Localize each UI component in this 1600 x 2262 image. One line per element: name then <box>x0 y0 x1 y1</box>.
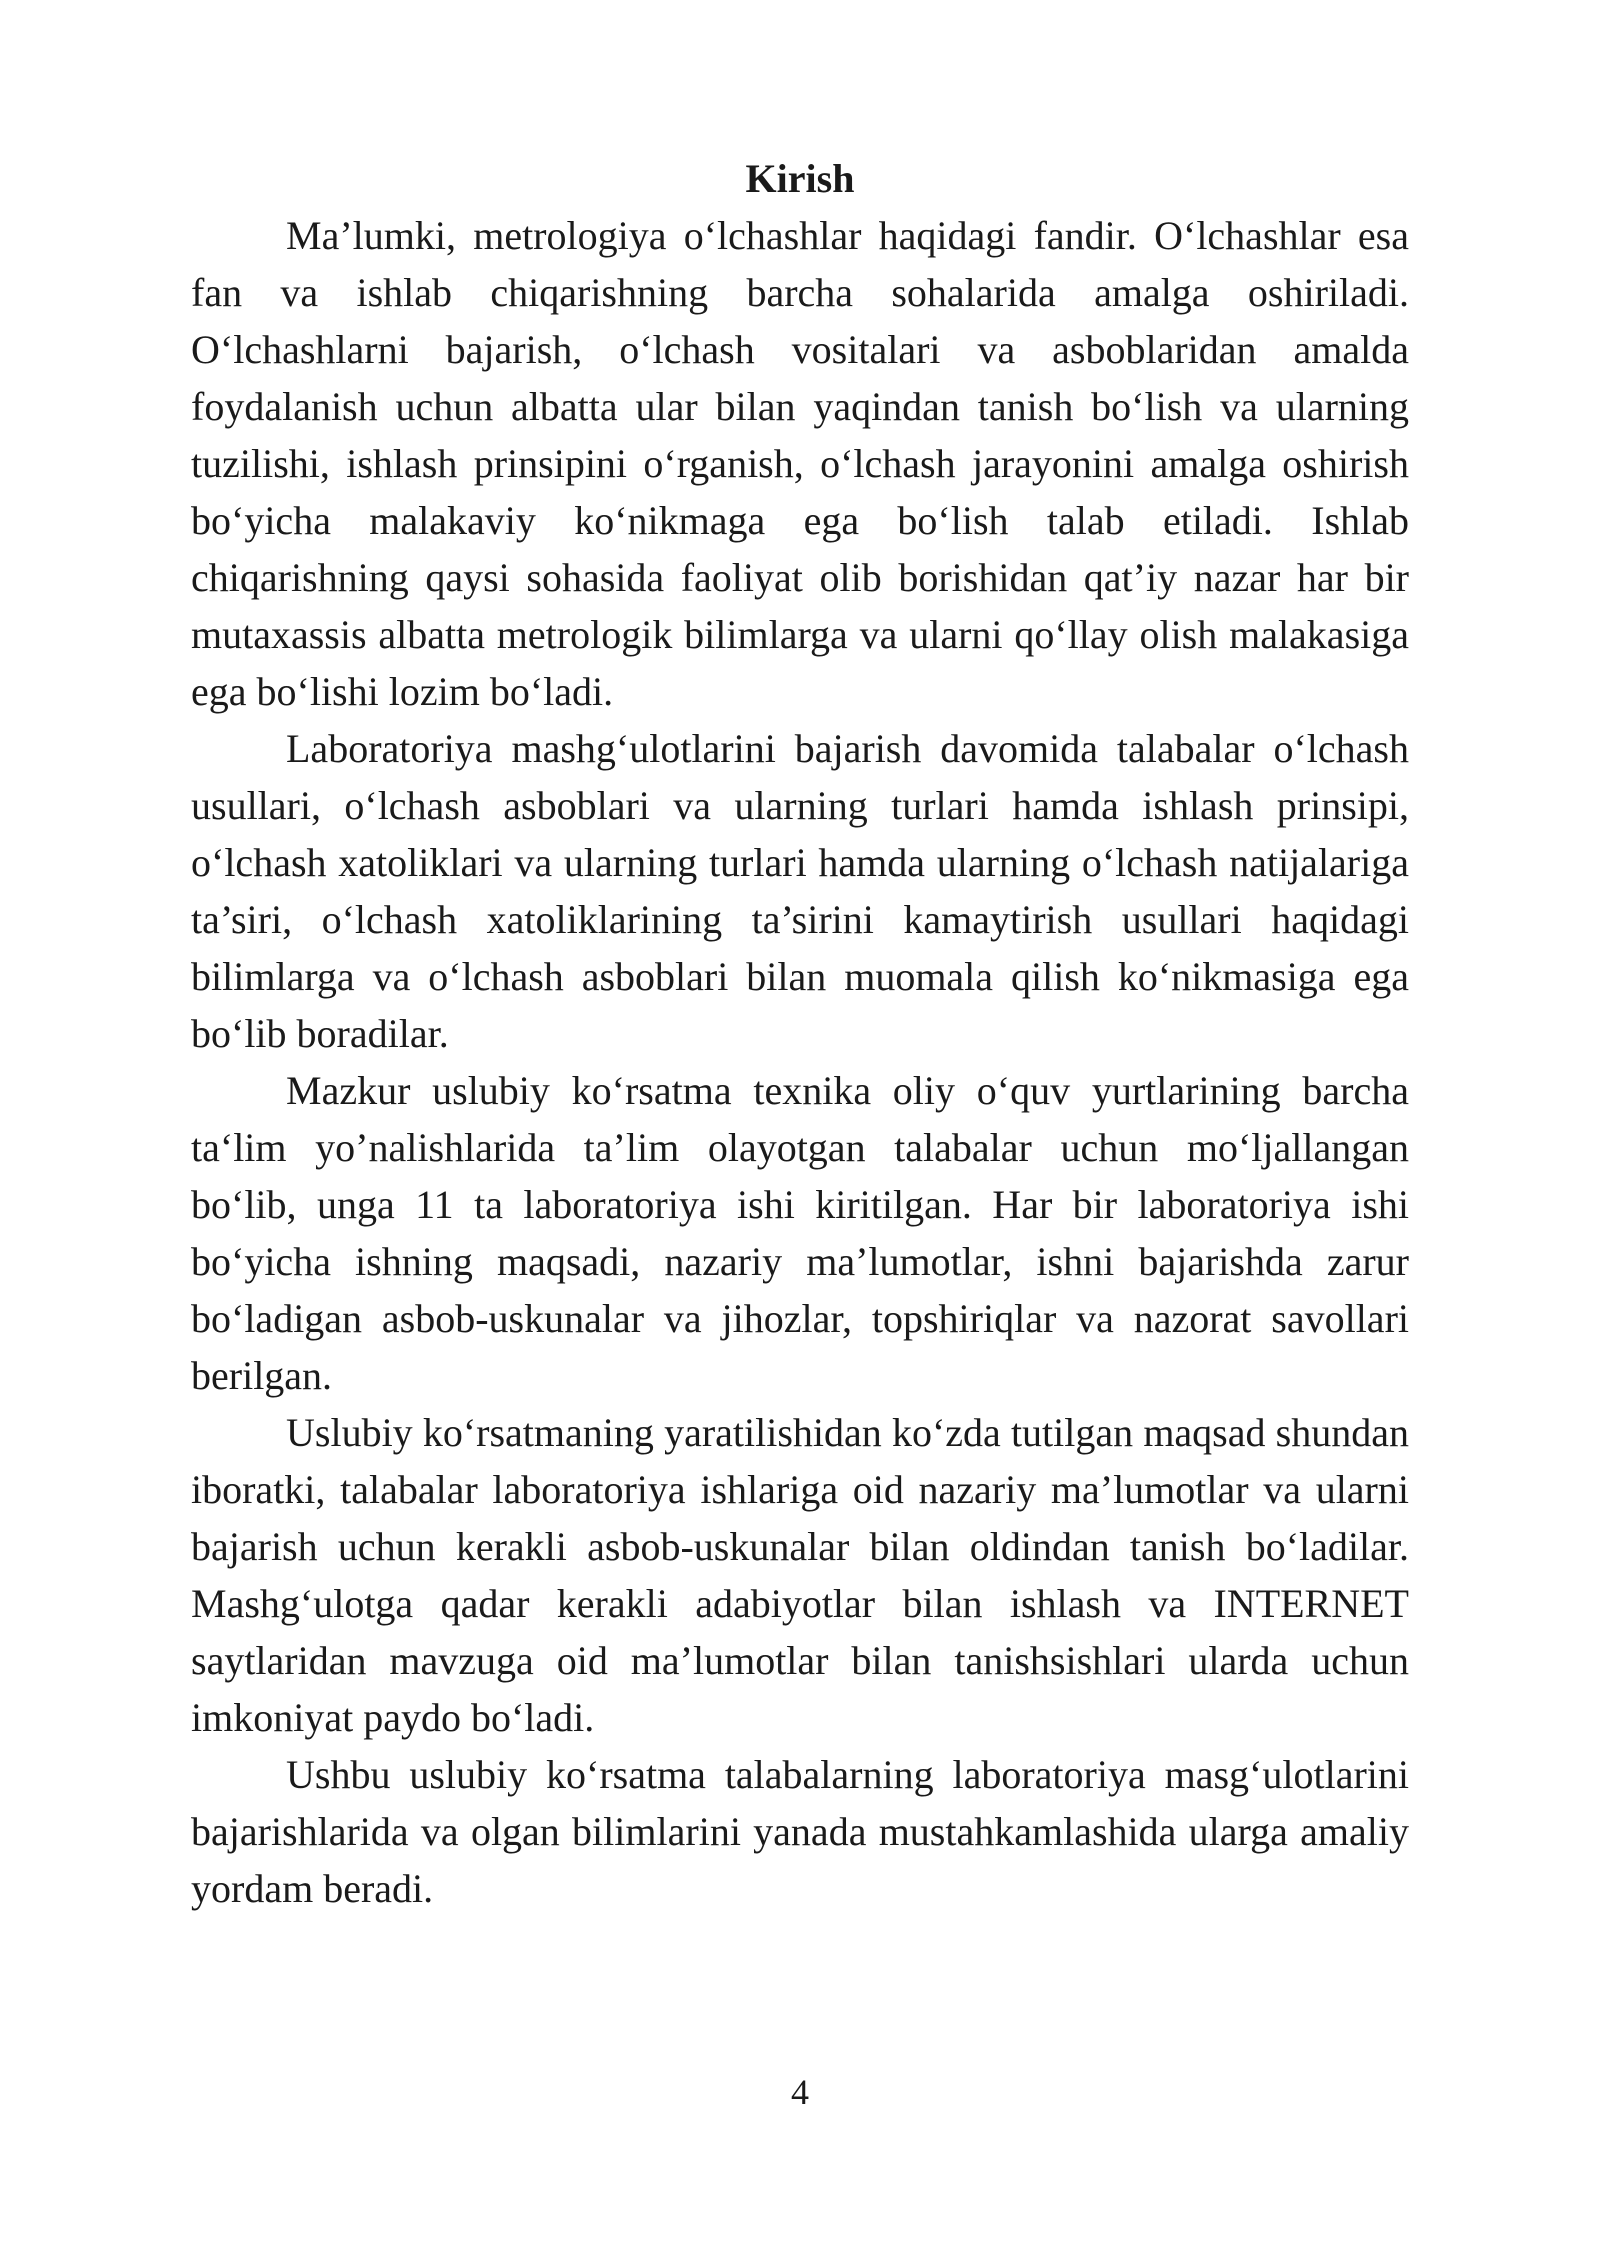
page-content <box>191 150 1409 1917</box>
paragraph-1: Ma’lumki, metrologiya o‘lchashlar haqidagi fandir. O‘lchashlar esa fan va ishlab chiqarishning barcha sohalarida amalga oshiriladi. O‘lchashlarni bajarish, o‘lchash vositalari va asboblaridan amalda foydalanish uchun albatta ular bilan yaqindan tanish bo‘lish va ularning tuzilishi, ishlash prinsipini o‘rganish, o‘lchash jarayonini amalga oshirish bo‘yicha malakaviy ko‘nikmaga ega bo‘lish talab etiladi. Ishlab chiqarishning qaysi sohasida faoliyat olib borishidan qat’iy nazar har bir mutaxassis albatta metrologik bilimlarga va ularni qo‘llay olish malakasiga ega bo‘lishi lozim bo‘ladi. <box>191 213 1409 714</box>
section-title: Kirish <box>745 156 855 201</box>
page-number: 4 <box>791 2072 809 2112</box>
paragraph-4: Uslubiy ko‘rsatmaning yaratilishidan ko‘zda tutilgan maqsad shundan iboratki, talabalar laboratoriya ishlariga oid nazariy ma’lumotlar va ularni bajarish uchun kerakli asbob-uskunalar bilan oldindan tanish bo‘ladilar. Mashg‘ulotga qadar kerakli adabiyotlar bilan ishlash va INTERNET saytlaridan mavzuga oid ma’lumotlar bilan tanishsishlari ularda uchun imkoniyat paydo bo‘ladi. <box>191 1410 1409 1740</box>
paragraph-2: Laboratoriya mashg‘ulotlarini bajarish davomida talabalar o‘lchash usullari, o‘lchash asboblari va ularning turlari hamda ishlash prinsipi, o‘lchash xatoliklari va ularning turlari hamda ularning o‘lchash natijalariga ta’siri, o‘lchash xatoliklarining ta’sirini kamaytirish usullari haqidagi bilimlarga va o‘lchash asboblari bilan muomala qilish ko‘nikmasiga ega bo‘lib boradilar. <box>191 726 1409 1056</box>
paragraph-3: Mazkur uslubiy ko‘rsatma texnika oliy o‘quv yurtlarining barcha ta‘lim yo’nalishlarida ta’lim olayotgan talabalar uchun mo‘ljallangan bo‘lib, unga 11 ta laboratoriya ishi kiritilgan. Har bir laboratoriya ishi bo‘yicha ishning maqsadi, nazariy ma’lumotlar, ishni bajarishda zarur bo‘ladigan asbob-uskunalar va jihozlar, topshiriqlar va nazorat savollari berilgan. <box>191 1068 1409 1398</box>
paragraph-5: Ushbu uslubiy ko‘rsatma talabalarning laboratoriya masg‘ulotlarini bajarishlarida va olgan bilimlarini yanada mustahkamlashida ularga amaliy yordam beradi. <box>191 1752 1409 1911</box>
